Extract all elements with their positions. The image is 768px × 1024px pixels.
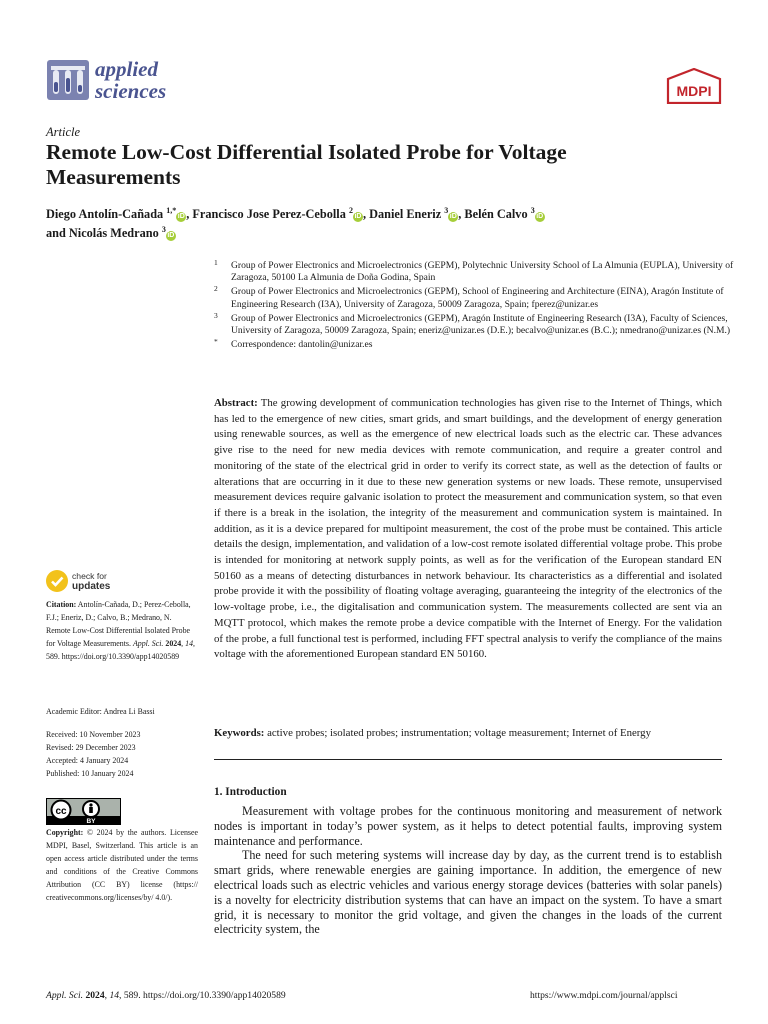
author-name[interactable]: Daniel Eneriz [369, 207, 442, 222]
mdpi-logo-text: MDPI [676, 83, 712, 99]
check-updates-text [72, 571, 110, 592]
svg-text:cc: cc [55, 806, 67, 817]
affiliations [214, 260, 734, 353]
publication-dates [46, 728, 198, 780]
affiliation-text: Group of Power Electronics and Microelectronics (GEPM), School of Engineering and Architecture (EINA), Aragón Institute of Engineering Research (I3A), University of Zaragoza, 50009 Zaragoza, Spain; fperez@unizar.es [231, 286, 724, 310]
abstract [214, 396, 722, 663]
journal-name-line2: sciences [95, 79, 167, 103]
orcid-icon[interactable]: iD [536, 213, 544, 221]
citation-volume: 14 [185, 639, 194, 649]
article-type: Article [46, 125, 81, 139]
footer-volume: 14 [109, 990, 120, 1001]
author-affiliation-mark: 3 [530, 206, 535, 215]
journal-name-line1: applied [95, 57, 158, 81]
abstract-text: The growing development of communication technologies has given rise to the Internet of Things, which has led to the emergence of new cities, smart grids, and smart buildings, and the development of energy generation using renewable sources, as well as the emergence of new electrical loads such as the electric car. These advances give rise to the need for new media devices with remote communication, and require a greater control and monitoring of the state of the electrical grid in order to verify its correct state, as well as the detection of faults or alterations that are occurring in it due to these new generation systems or new loads. These remote, unsupervised measurement devices require galvanic isolation to protect the measurement and communication system, so that even if there is a break in the isolation, the integrity of the measurement and communication system is maintained. In addition, as it is a device prepared for multipoint measurement, the cost of the probe must be contained. This article details the design, implementation, and validation of a low-cost remote isolated differential voltage probe. This probe is intended for monitoring at network supply points, as well as for the verification of the European standard EN 50160 as a means of detecting disturbances in network behaviour. Its characteristics as a differential and isolated probe provide it with the possibility of floating voltage averaging, guaranteeing the integrity of the electronics of the low-voltage probe, i.e., the digitalisation and communication system. The measurements collected are sent via an MQTT protocol, which makes the remote probe a device compatible with the Internet of Energy. For the validation of the probe, a full functional test is performed, including FFT spectral analysis to verify the compliance of the mains voltage with the aforementioned European standard EN 50160. [214, 397, 722, 661]
copyright-text: © 2024 by the authors. Licensee MDPI, Basel, Switzerland. This article is an open access article distributed under the terms and conditions of the Creative Commons Attribution (CC BY) license (https:// creativecommons.org/licenses/by/ 4.0/). [46, 828, 198, 903]
keywords [214, 726, 722, 741]
intro-paragraph: The need for such metering systems will increase day by day, as the current trend is to establish smart grids, where renewable energies are gaining importance. In addition, the emergence of new electrical loads such as electric vehicles and various energy storage devices (batteries with solar panels) is a novelty for electricity distribution systems that can have an impact on the system. To have a smart grid, it is necessary to monitor the grid voltage, and given the changes in the loads of the current electricity system, the [214, 848, 722, 937]
author-separator: , [362, 207, 370, 222]
check-for-updates-badge[interactable] [46, 569, 116, 593]
affiliation-number: 3 [214, 310, 218, 320]
author-affiliation-mark: 3 [444, 206, 449, 215]
author-separator: , [458, 207, 465, 222]
author-affiliation-mark: 2 [348, 206, 353, 215]
abstract-label: Abstract: [214, 397, 258, 409]
author-name[interactable]: Diego Antolín-Cañada [46, 207, 164, 222]
affiliation-item [214, 260, 734, 284]
author-affiliation-mark: 1,* [166, 206, 177, 215]
copyright-label: Copyright: [46, 828, 84, 837]
affiliation-text: Correspondence: dantolin@unizar.es [231, 339, 373, 351]
copyright-notice [46, 826, 198, 905]
mdpi-logo[interactable] [666, 68, 722, 104]
section-divider [214, 759, 722, 760]
affiliation-item [214, 310, 734, 337]
journal-logo[interactable] [47, 58, 182, 104]
orcid-icon[interactable]: iD [177, 213, 185, 221]
orcid-icon[interactable]: iD [354, 213, 362, 221]
academic-editor: Academic Editor: Andrea Li Bassi [46, 707, 155, 716]
introduction-body [214, 804, 722, 937]
footer-journal: Appl. Sci. [46, 990, 84, 1001]
citation-label: Citation: [46, 600, 77, 609]
intro-paragraph: Measurement with voltage probes for the continuous monitoring and measurement of network nodes is important in today’s power system, as it helps to detect potential faults, improving system maintenance and performance. [214, 804, 722, 848]
footer-doi[interactable]: , 589. https://doi.org/10.3390/app14020589 [119, 990, 286, 1001]
citation-text: Antolín-Cañada, D.; Perez-Cebolla, F.J.; Eneriz, D.; Calvo, B.; Medrano, N. Remote Low-Cost Differential Isolated Probe for Voltage Measurements. [46, 600, 191, 649]
keywords-text: active probes; isolated probes; instrumentation; voltage measurement; Internet of Energy [267, 727, 651, 739]
footer-citation: Appl. Sci. 2024, 14, 589. https://doi.org/10.3390/app14020589 [46, 990, 286, 1001]
cc-by-label: BY [86, 818, 96, 824]
date-received: Received: 10 November 2023 [46, 730, 141, 739]
author-name[interactable]: and Nicolás Medrano [46, 226, 159, 241]
citation-block: Citation: Antolín-Cañada, D.; Perez-Cebolla, F.J.; Eneriz, D.; Calvo, B.; Medrano, N. Remote Low-Cost Differential Isolated Probe for Voltage Measurements. Appl. Sci. 2024, 14, 589. https://doi.org/10.3390/app14020589 [46, 600, 195, 662]
author-separator: , [186, 207, 193, 222]
citation-year: 2024 [165, 639, 182, 649]
affiliation-text: Group of Power Electronics and Microelectronics (GEPM), Polytechnic University School of La Almunia (EUPLA), University of Zaragoza, 50100 La Almunia de Doña Godina, Spain [231, 260, 734, 284]
footer-year: 2024 [85, 990, 105, 1001]
affiliation-number: * [214, 337, 218, 347]
test-tubes-icon [47, 60, 89, 100]
keywords-label: Keywords: [214, 727, 265, 739]
author-affiliation-mark: 3 [161, 225, 166, 235]
cc-by-license-badge[interactable] [46, 798, 121, 825]
citation-doi[interactable]: 589. https://doi.org/10.3390/app14020589 [46, 652, 180, 662]
footer-journal-url[interactable]: https://www.mdpi.com/journal/applsci [530, 990, 678, 1001]
affiliation-item [214, 286, 734, 310]
orcid-icon[interactable]: iD [167, 232, 175, 240]
author-name[interactable]: Francisco Jose Perez-Cebolla [192, 207, 346, 222]
affiliation-item [214, 339, 734, 351]
affiliation-number: 1 [214, 258, 218, 267]
orcid-icon[interactable]: iD [449, 213, 457, 221]
section-heading-introduction: 1. Introduction [214, 786, 287, 798]
author-list [46, 203, 686, 241]
article-title: Remote Low-Cost Differential Isolated Probe for Voltage Measurements [46, 140, 567, 189]
check-updates-icon [46, 570, 68, 592]
citation-journal: Appl. Sci. [132, 639, 164, 649]
date-revised: Revised: 29 December 2023 [46, 743, 136, 753]
date-published: Published: 10 January 2024 [46, 769, 134, 779]
affiliation-text: Group of Power Electronics and Microelectronics (GEPM), Aragón Institute of Engineering Research (I3A), Faculty of Sciences, University of Zaragoza, 50009 Zaragoza, Spain; eneriz@unizar.es (D.E.); becalvo@unizar.es (B.C.); nmedrano@unizar.es (N.M.) [231, 312, 731, 337]
check-line1: check for [72, 571, 107, 581]
cc-by-icon [47, 799, 120, 824]
date-accepted: Accepted: 4 January 2024 [46, 756, 129, 766]
check-line2: updates [72, 581, 111, 592]
author-name[interactable]: Belén Calvo [464, 207, 528, 222]
affiliation-number: 2 [214, 284, 218, 294]
journal-name [95, 58, 166, 102]
